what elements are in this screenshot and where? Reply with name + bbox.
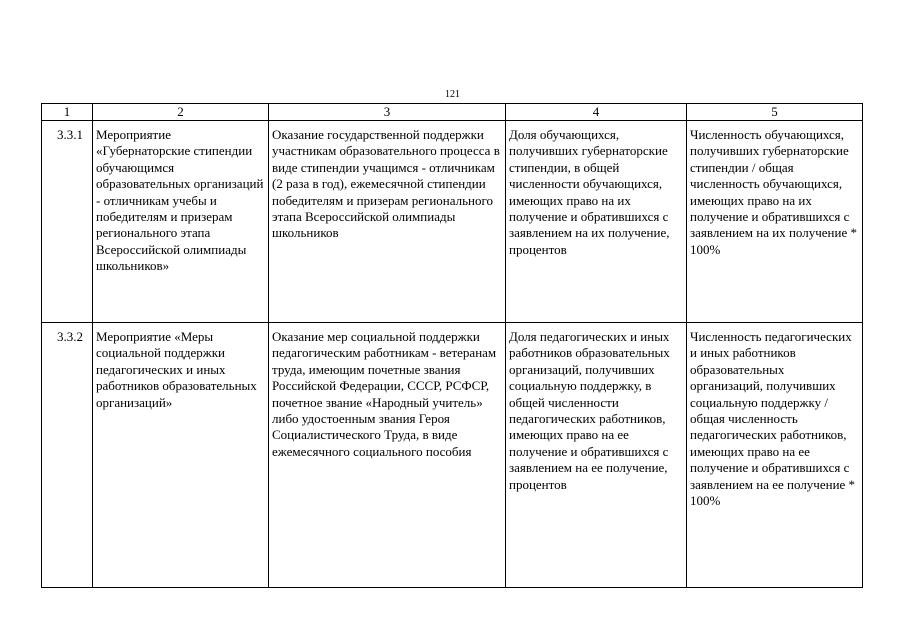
indicator-cell: Доля педагогических и иных работников образовательных организаций, получивших социальную поддержку, в общей численности педагогических работников, имеющих право на ее получение и обратившихся с заявлением на ее получение, процентов <box>506 323 687 588</box>
event-cell: Мероприятие «Губернаторские стипендии обучающимся образовательных организаций - отличникам учебы и победителям и призерам регионального этапа Всероссийской олимпиады школьников» <box>93 121 269 323</box>
row-number-cell: 3.3.1 <box>42 121 93 323</box>
row-number-cell: 3.3.2 <box>42 323 93 588</box>
indicator-cell: Доля обучающихся, получивших губернаторские стипендии, в общей численности обучающихся, имеющих право на их получение и обратившихся с заявлением на их получение, процентов <box>506 121 687 323</box>
column-header: 2 <box>93 104 269 121</box>
description-cell: Оказание мер социальной поддержки педагогическим работникам - ветеранам труда, имеющим почетные звания Российской Федерации, СССР, РСФСР, почетное звание «Народный учитель» либо удостоенным звания Героя Социалистического Труда, в виде ежемесячного социального пособия <box>269 323 506 588</box>
measures-table <box>41 103 863 588</box>
column-header: 3 <box>269 104 506 121</box>
table-header-row <box>42 104 863 121</box>
table-row <box>42 323 863 588</box>
event-cell: Мероприятие «Меры социальной поддержки педагогических и иных работников образовательных организаций» <box>93 323 269 588</box>
column-header: 4 <box>506 104 687 121</box>
table-row <box>42 121 863 323</box>
formula-cell: Численность педагогических и иных работников образовательных организаций, получивших социальную поддержку / общая численность педагогических работников, имеющих право на ее получение и обратившихся с заявлением на ее получение * 100% <box>687 323 863 588</box>
formula-cell: Численность обучающихся, получивших губернаторские стипендии / общая численность обучающихся, имеющих право на их получение и обратившихся с заявлением на их получение * 100% <box>687 121 863 323</box>
page-number: 121 <box>445 89 460 100</box>
column-header: 5 <box>687 104 863 121</box>
column-header: 1 <box>42 104 93 121</box>
description-cell: Оказание государственной поддержки участникам образовательного процесса в виде стипендии учащимся - отличникам (2 раза в год), ежемесячной стипендии победителям и призерам регионального этапа Всероссийской олимпиады школьников <box>269 121 506 323</box>
